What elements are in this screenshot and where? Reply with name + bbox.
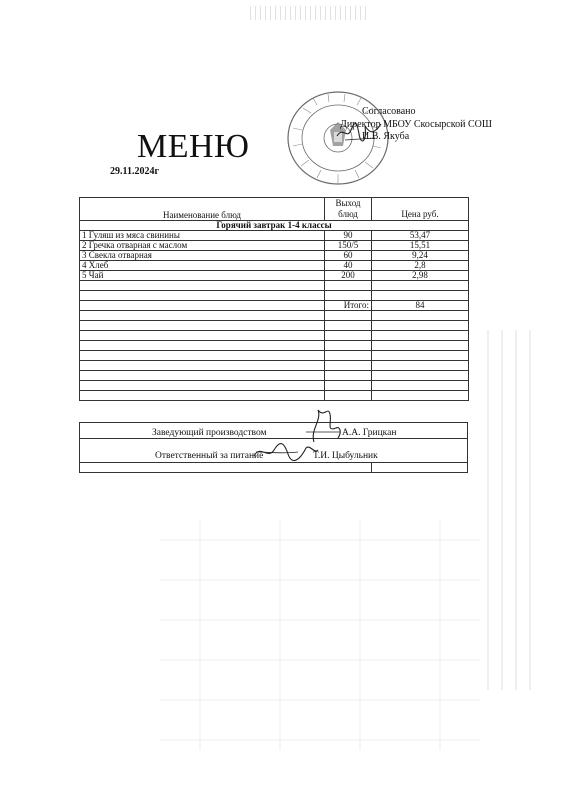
dish-output: 40 — [325, 261, 372, 271]
total-value: 84 — [372, 301, 469, 311]
scan-noise — [250, 6, 370, 20]
table-section-row — [80, 221, 469, 231]
dish-output: 60 — [325, 251, 372, 261]
dish-name: 1 Гуляш из мяса свинины — [80, 231, 325, 241]
nutrition-signature — [250, 440, 320, 464]
total-row — [80, 301, 469, 311]
empty-row — [80, 371, 469, 381]
bleed-through-lower — [160, 520, 480, 750]
empty-row — [80, 281, 469, 291]
empty-row — [80, 361, 469, 371]
nutrition-name: Т.И. Цыбульник — [313, 451, 378, 461]
bleed-through — [480, 330, 540, 690]
empty-row — [80, 341, 469, 351]
header-output: Выход блюд — [325, 198, 372, 221]
empty-row — [80, 331, 469, 341]
page-title: МЕНЮ — [137, 128, 250, 165]
dish-name: 2 Гречка отварная с маслом — [80, 241, 325, 251]
header-price: Цена руб. — [372, 198, 469, 221]
table-row — [80, 271, 469, 281]
empty-row — [80, 291, 469, 301]
dish-output: 150/5 — [325, 241, 372, 251]
approval-position: Директор МБОУ Скосырской СОШ — [340, 118, 492, 130]
dish-name: 5 Чай — [80, 271, 325, 281]
table-header-row — [80, 198, 469, 221]
empty-row — [80, 311, 469, 321]
dish-price: 15,51 — [372, 241, 469, 251]
approval-agreed: Согласовано — [362, 106, 416, 117]
table-row — [80, 251, 469, 261]
dish-price: 9,24 — [372, 251, 469, 261]
dish-name: 4 Хлеб — [80, 261, 325, 271]
approval-name: И.В. Якуба — [362, 131, 410, 142]
dish-name: 3 Свекла отварная — [80, 251, 325, 261]
table-row — [80, 261, 469, 271]
menu-date: 29.11.2024г — [110, 166, 159, 177]
menu-table — [79, 197, 469, 401]
production-name: А.А. Грицкан — [342, 428, 397, 438]
production-title: Заведующий производством — [152, 428, 267, 438]
dish-price: 53,47 — [372, 231, 469, 241]
table-row — [80, 241, 469, 251]
dish-output: 200 — [325, 271, 372, 281]
table-row — [80, 231, 469, 241]
total-label: Итого: — [325, 301, 372, 311]
empty-row — [80, 391, 469, 401]
nutrition-title: Ответственный за питание — [155, 451, 264, 461]
empty-row — [80, 351, 469, 361]
dish-output: 90 — [325, 231, 372, 241]
dish-price: 2,98 — [372, 271, 469, 281]
empty-row — [80, 321, 469, 331]
header-name: Наименование блюд — [80, 198, 325, 221]
director-signature — [335, 118, 383, 146]
empty-row — [80, 381, 469, 391]
dish-price: 2,8 — [372, 261, 469, 271]
section-title: Горячий завтрак 1-4 классы — [80, 221, 469, 231]
